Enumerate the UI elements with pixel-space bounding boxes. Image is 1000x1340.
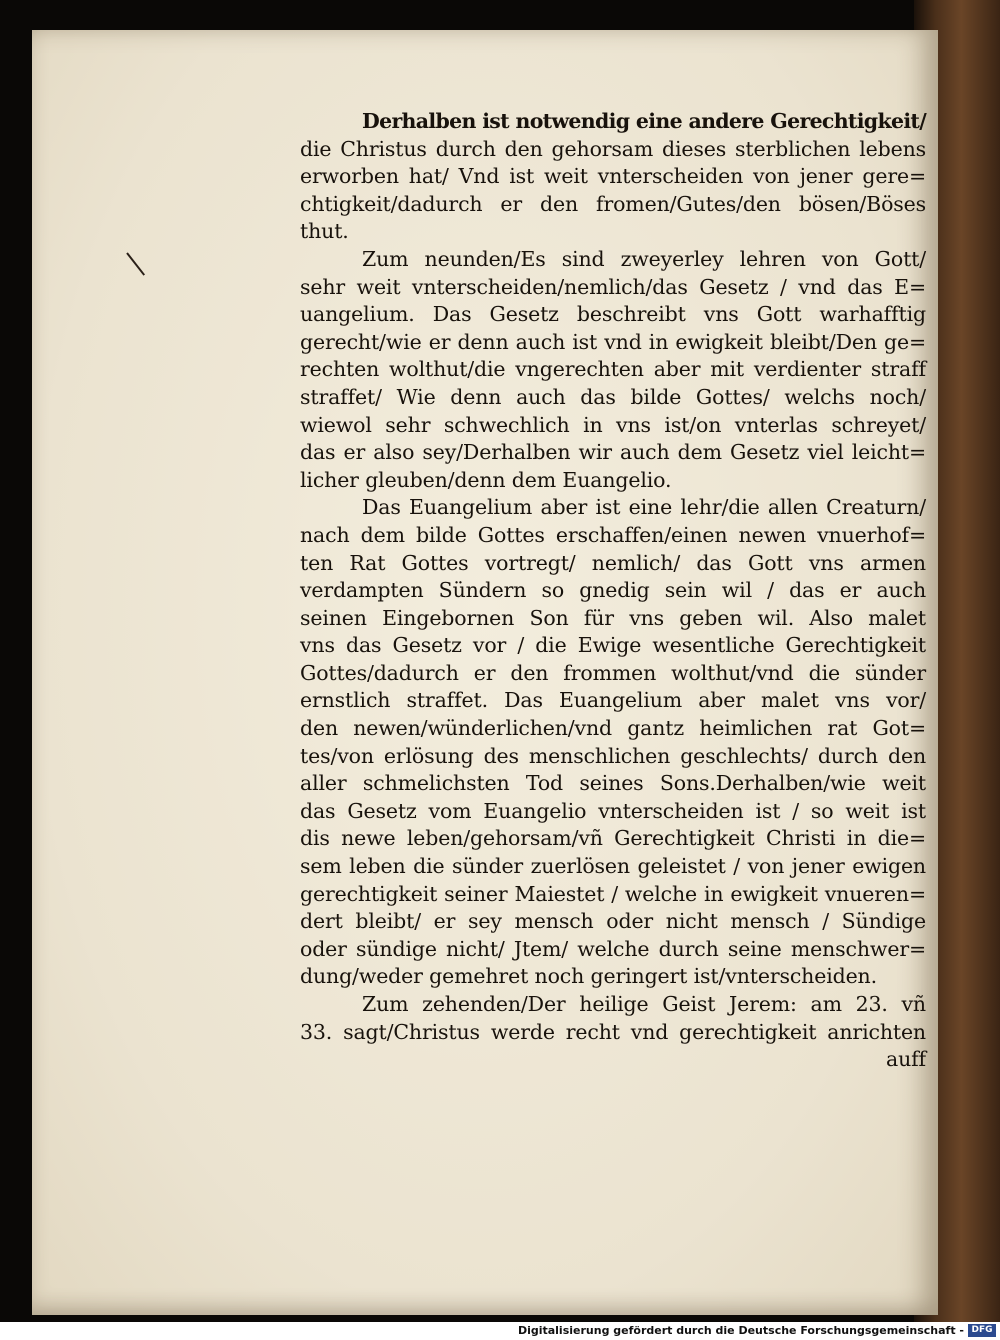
text-line: gerecht/wie er denn auch ist vnd in ewigkeit bleibt/Den ge= bbox=[300, 329, 926, 354]
text-line: ernstlich straffet. Das Euangelium aber malet vns vor/ bbox=[300, 688, 926, 713]
text-line: dis newe leben/gehorsam/vñ Gerechtigkeit Christi in die= bbox=[300, 826, 926, 851]
text-line: thut. bbox=[300, 219, 349, 244]
text-line: gerechtigkeit seiner Maiestet / welche in ewigkeit vnueren= bbox=[300, 881, 926, 906]
text-line: wiewol sehr schwechlich in vns ist/on vnterlas schreyet/ bbox=[300, 412, 926, 437]
text-line: vns das Gesetz vor / die Ewige wesentliche Gerechtigkeit bbox=[300, 633, 926, 658]
text-line: dert bleibt/ er sey mensch oder nicht mensch / Sündige bbox=[300, 909, 926, 934]
text-line: Derhalben ist notwendig eine andere Gerechtigkeit/ bbox=[362, 109, 926, 133]
text-line: ten Rat Gottes vortregt/ nemlich/ das Gott vns armen bbox=[300, 550, 926, 575]
text-line: rechten wolthut/die vngerechten aber mit verdienter straff bbox=[300, 357, 926, 382]
text-line: das er also sey/Derhalben wir auch dem Gesetz viel leicht= bbox=[300, 440, 926, 465]
text-line: Das Euangelium aber ist eine lehr/die allen Creaturn/ bbox=[362, 495, 926, 520]
text-line: chtigkeit/dadurch er den fromen/Gutes/den bösen/Böses bbox=[300, 191, 926, 216]
book-page bbox=[32, 30, 938, 1315]
text-line: straffet/ Wie denn auch das bilde Gottes/ welchs noch/ bbox=[300, 384, 926, 409]
page-text bbox=[300, 108, 926, 1074]
text-line: sehr weit vnterscheiden/nemlich/das Gesetz / vnd das E= bbox=[300, 274, 926, 299]
text-line: erworben hat/ Vnd ist weit vnterscheiden von jener gere= bbox=[300, 164, 926, 189]
text-line: oder sündige nicht/ Jtem/ welche durch seine menschwer= bbox=[300, 936, 926, 961]
funding-credit: Digitalisierung gefördert durch die Deutsche Forschungsgemeinschaft - bbox=[517, 1324, 964, 1337]
text-line: das Gesetz vom Euangelio vnterscheiden ist / so weit ist bbox=[300, 798, 926, 823]
text-line: den newen/wünderlichen/vnd gantz heimlichen rat Got= bbox=[300, 716, 926, 741]
text-line: Zum neunden/Es sind zweyerley lehren von Gott/ bbox=[362, 246, 926, 271]
text-line: tes/von erlösung des menschlichen geschlechts/ durch den bbox=[300, 743, 926, 768]
text-line: aller schmelichsten Tod seines Sons.Derhalben/wie weit bbox=[300, 771, 926, 796]
digitization-footer bbox=[0, 1322, 1000, 1340]
text-line: die Christus durch den gehorsam dieses sterblichen lebens bbox=[300, 136, 926, 161]
dfg-logo: DFG bbox=[968, 1324, 996, 1337]
text-line: seinen Eingebornen Son für vns geben wil. Also malet bbox=[300, 605, 926, 630]
text-line: verdampten Sündern so gnedig sein wil / das er auch bbox=[300, 578, 926, 603]
catchword: auff bbox=[886, 1047, 926, 1072]
text-line: sem leben die sünder zuerlösen geleistet / von jener ewigen bbox=[300, 854, 926, 879]
text-line: nach dem bilde Gottes erschaffen/einen newen vnuerhof= bbox=[300, 522, 926, 547]
text-line: 33. sagt/Christus werde recht vnd gerechtigkeit anrichten bbox=[300, 1019, 926, 1044]
text-line: dung/weder gemehret noch geringert ist/vnterscheiden. bbox=[300, 964, 877, 989]
text-line: Zum zehenden/Der heilige Geist Jerem: am 23. vñ bbox=[362, 992, 926, 1016]
margin-pen-mark bbox=[126, 252, 145, 275]
text-line: uangelium. Das Gesetz beschreibt vns Gott warhafftig bbox=[300, 302, 926, 327]
text-line: licher gleuben/denn dem Euangelio. bbox=[300, 467, 672, 492]
text-line: Gottes/dadurch er den frommen wolthut/vnd die sünder bbox=[300, 660, 926, 685]
